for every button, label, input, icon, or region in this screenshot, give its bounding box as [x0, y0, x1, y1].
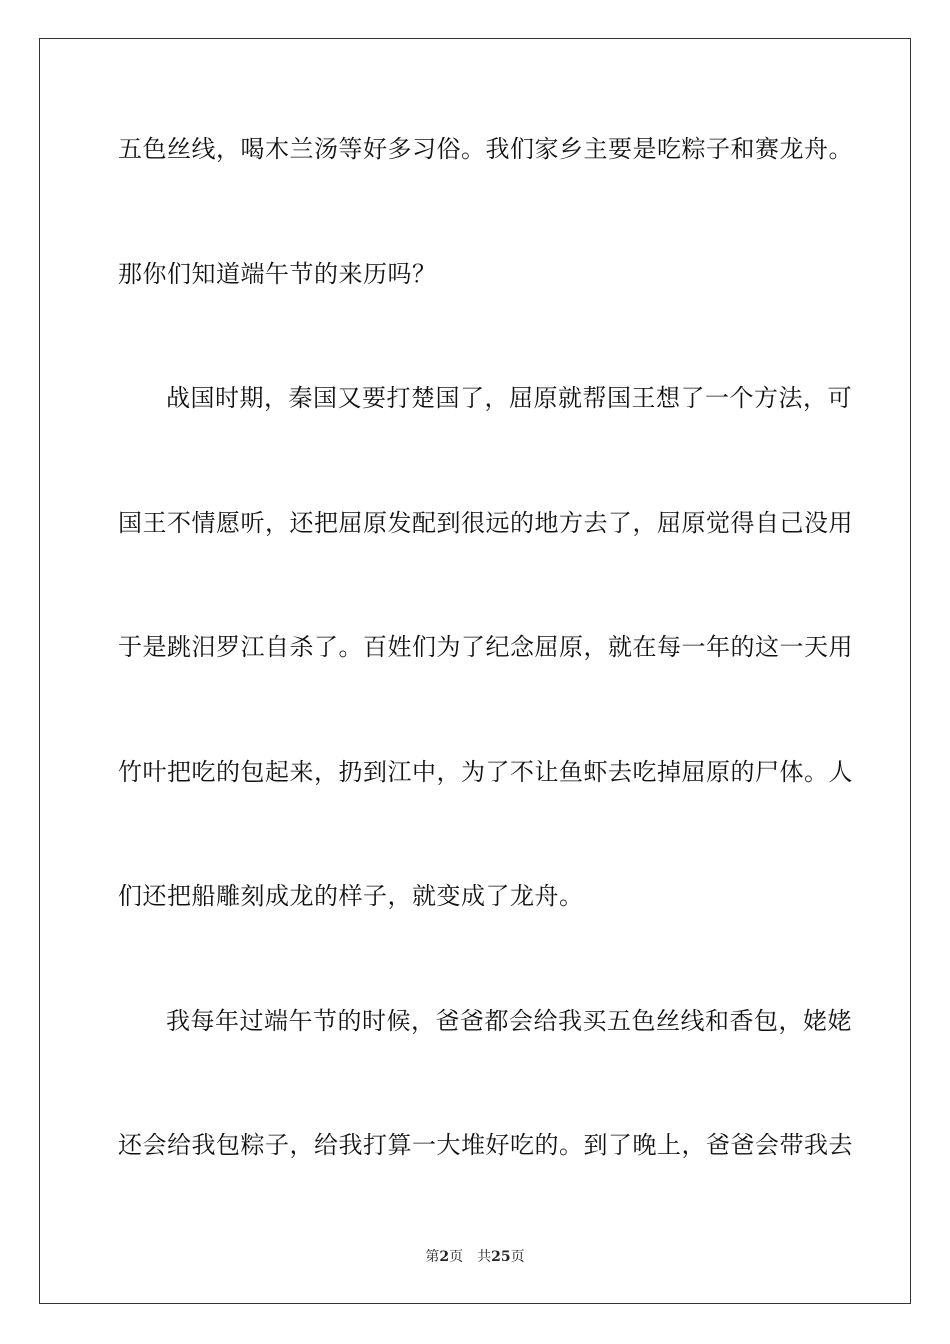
- page-footer: [0, 1248, 950, 1266]
- page-number: 2: [439, 1249, 450, 1265]
- text-line-7: 们还把船雕刻成龙的样子，就变成了龙舟。: [118, 882, 584, 910]
- total-suffix: 页: [510, 1249, 525, 1265]
- page-prefix: 第: [425, 1249, 440, 1265]
- text-line-4: 国王不情愿听，还把屈原发配到很远的地方去了，屈原觉得自己没用: [118, 509, 853, 537]
- text-line-6: 竹叶把吃的包起来，扔到江中，为了不让鱼虾去吃掉屈原的尸体。人: [118, 758, 853, 786]
- text-line-3: 战国时期，秦国又要打楚国了，屈原就帮国王想了一个方法，可: [166, 384, 852, 412]
- page-border: [39, 38, 911, 1304]
- page-suffix: 页: [449, 1249, 464, 1265]
- text-line-5: 于是跳汨罗江自杀了。百姓们为了纪念屈原，就在每一年的这一天用: [118, 633, 853, 661]
- text-line-8: 我每年过端午节的时候，爸爸都会给我买五色丝线和香包，姥姥: [166, 1007, 852, 1035]
- total-pages: 25: [491, 1249, 511, 1265]
- total-prefix: 共: [477, 1249, 492, 1265]
- text-line-9: 还会给我包粽子，给我打算一大堆好吃的。到了晚上，爸爸会带我去: [118, 1131, 853, 1159]
- text-line-2: 那你们知道端午节的来历吗？: [118, 260, 437, 288]
- text-line-1: 五色丝线，喝木兰汤等好多习俗。我们家乡主要是吃粽子和赛龙舟。: [118, 135, 853, 163]
